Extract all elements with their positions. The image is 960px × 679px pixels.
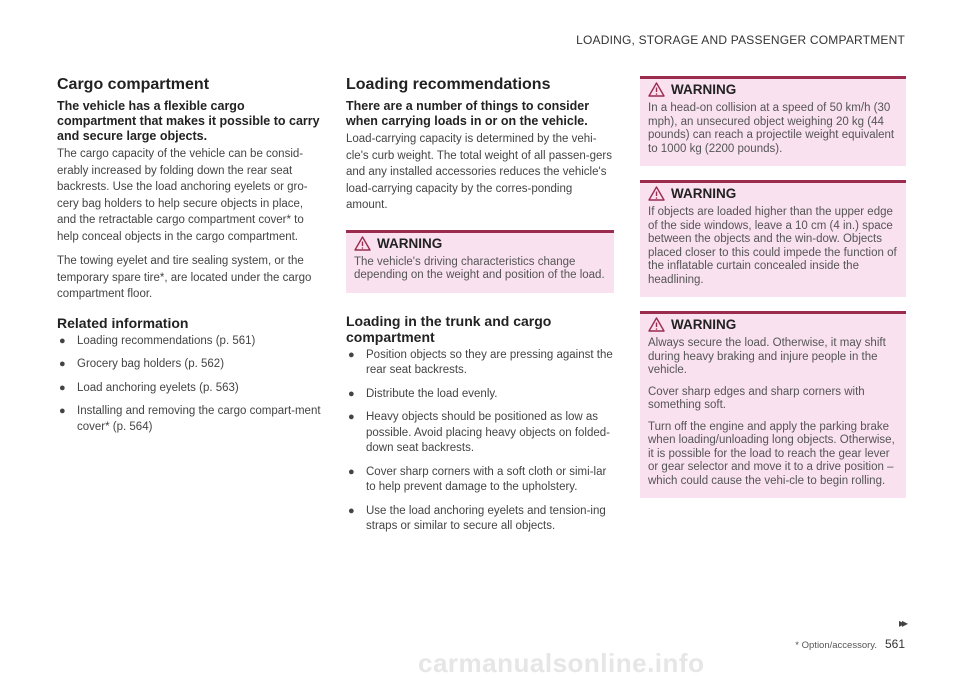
warning-body <box>346 253 614 293</box>
double-chevron-right-icon[interactable]: ▸▸ <box>898 616 905 630</box>
related-link[interactable] <box>57 357 325 373</box>
warning-triangle-icon <box>648 82 665 97</box>
related-link-text: Installing and removing the cargo compart-ment cover* (p. 564) <box>77 405 321 433</box>
warning-header <box>640 76 906 99</box>
list-item <box>346 410 614 457</box>
list-item <box>346 504 614 535</box>
column-warnings <box>640 76 906 512</box>
warning-box <box>346 230 614 293</box>
lead-cargo-compartment: The vehicle has a flexible cargo compartment that makes it possible to carry and secure large objects. <box>57 99 320 143</box>
bullet-icon: ● <box>348 465 355 478</box>
warning-header <box>346 230 614 253</box>
warning-triangle-icon <box>648 186 665 201</box>
related-link-text: Load anchoring eyelets (p. 563) <box>77 381 239 394</box>
related-link[interactable] <box>57 334 325 350</box>
watermark: carmanualsonline.info <box>418 648 705 678</box>
warning-header <box>640 180 906 203</box>
section-title-cargo-compartment: Cargo compartment <box>57 76 210 93</box>
bullet-icon: ● <box>59 381 66 394</box>
bullet-icon: ● <box>348 387 355 400</box>
warning-text: Always secure the load. Otherwise, it may shift during heavy braking and injure people in the vehicle. <box>648 337 886 376</box>
list-item-text: Position objects so they are pressing against the rear seat backrests. <box>366 348 613 376</box>
list-item <box>346 465 614 496</box>
warning-box <box>640 180 906 297</box>
list-item-text: Heavy objects should be positioned as low as possible. Avoid placing heavy objects on folded-down seat backrests. <box>366 411 611 454</box>
loading-tips-list <box>346 348 614 535</box>
list-item <box>346 387 614 403</box>
page-footer <box>795 637 905 651</box>
body-paragraph: The cargo capacity of the vehicle can be consid-erably increased by folding down the rear seat backrests. Use the load anchoring eyelets or gro-cery bag holders to help secure objects in place, and the retractable cargo compartment cover* to help conceal objects in the cargo compartment. <box>57 148 308 243</box>
warning-text: If objects are loaded higher than the upper edge of the side windows, leave a 10 cm (4 in.) space between the objects and the win-dow. Objects placed closer to this could impede the function of the inflatable curtain concealed inside the headlining. <box>648 206 897 286</box>
warning-header <box>640 311 906 334</box>
warning-box <box>640 311 906 498</box>
lead-loading-recommendations: There are a number of things to consider when carrying loads in or on the vehicle. <box>346 99 590 128</box>
warning-text: Cover sharp edges and sharp corners with something soft. <box>648 385 865 411</box>
related-link[interactable] <box>57 381 325 397</box>
warning-title: WARNING <box>671 186 737 201</box>
list-item-text: Distribute the load evenly. <box>366 387 498 400</box>
warning-title: WARNING <box>671 317 737 332</box>
column-loading-recommendations <box>346 76 614 543</box>
footnote-option-accessory: * Option/accessory. <box>795 640 877 651</box>
bullet-icon: ● <box>59 358 66 370</box>
related-link[interactable] <box>57 404 325 435</box>
bullet-icon: ● <box>348 348 355 361</box>
bullet-icon: ● <box>59 334 66 347</box>
warning-text: The vehicle's driving characteristics change depending on the weight and position of the load. <box>354 255 605 281</box>
warning-box <box>640 76 906 166</box>
warning-triangle-icon <box>354 236 371 251</box>
list-item-text: Use the load anchoring eyelets and tension-ing straps or similar to secure all objects. <box>366 504 606 532</box>
bullet-icon: ● <box>59 405 66 417</box>
list-item-text: Cover sharp corners with a soft cloth or simi-lar to help prevent damage to the upholstery. <box>366 465 607 493</box>
list-item <box>346 348 614 379</box>
body-paragraph: Load-carrying capacity is determined by the vehi-cle's curb weight. The total weight of all passen-gers and any installed accessories reduces the vehicle's load-carrying capacity by the corres-ponding amount. <box>346 133 612 211</box>
related-link-text: Grocery bag holders (p. 562) <box>77 358 225 370</box>
warning-text: In a head-on collision at a speed of 50 km/h (30 mph), an unsecured object weighing 20 kg (44 pounds) can reach a projectile weight equivalent to 1000 kg (2200 pounds). <box>648 102 895 155</box>
chapter-header: LOADING, STORAGE AND PASSENGER COMPARTMENT <box>576 33 905 47</box>
warning-title: WARNING <box>377 235 443 251</box>
warning-body <box>640 334 906 498</box>
related-link-text: Loading recommendations (p. 561) <box>77 334 256 347</box>
section-title-loading-recommendations: Loading recommendations <box>346 76 551 93</box>
related-links-list <box>57 334 325 436</box>
subsection-title-trunk: Loading in the trunk and cargo compartment <box>346 312 552 345</box>
page-number: 561 <box>884 637 905 651</box>
warning-body <box>640 203 906 297</box>
warning-text: Turn off the engine and apply the parking brake when loading/unloading long objects. Otherwise, it is possible for the load to reach the gear lever or gear selector and move it to a drive position – which could cause the vehi-cle to begin rolling. <box>648 420 895 487</box>
warning-triangle-icon <box>648 317 665 332</box>
related-information-title: Related information <box>57 314 189 331</box>
warning-body <box>640 99 906 166</box>
column-cargo-compartment <box>57 76 325 443</box>
bullet-icon: ● <box>348 504 355 517</box>
bullet-icon: ● <box>348 411 355 423</box>
body-paragraph: The towing eyelet and tire sealing system, or the temporary spare tire*, are located under the cargo compartment floor. <box>57 255 312 300</box>
warning-title: WARNING <box>671 82 737 97</box>
